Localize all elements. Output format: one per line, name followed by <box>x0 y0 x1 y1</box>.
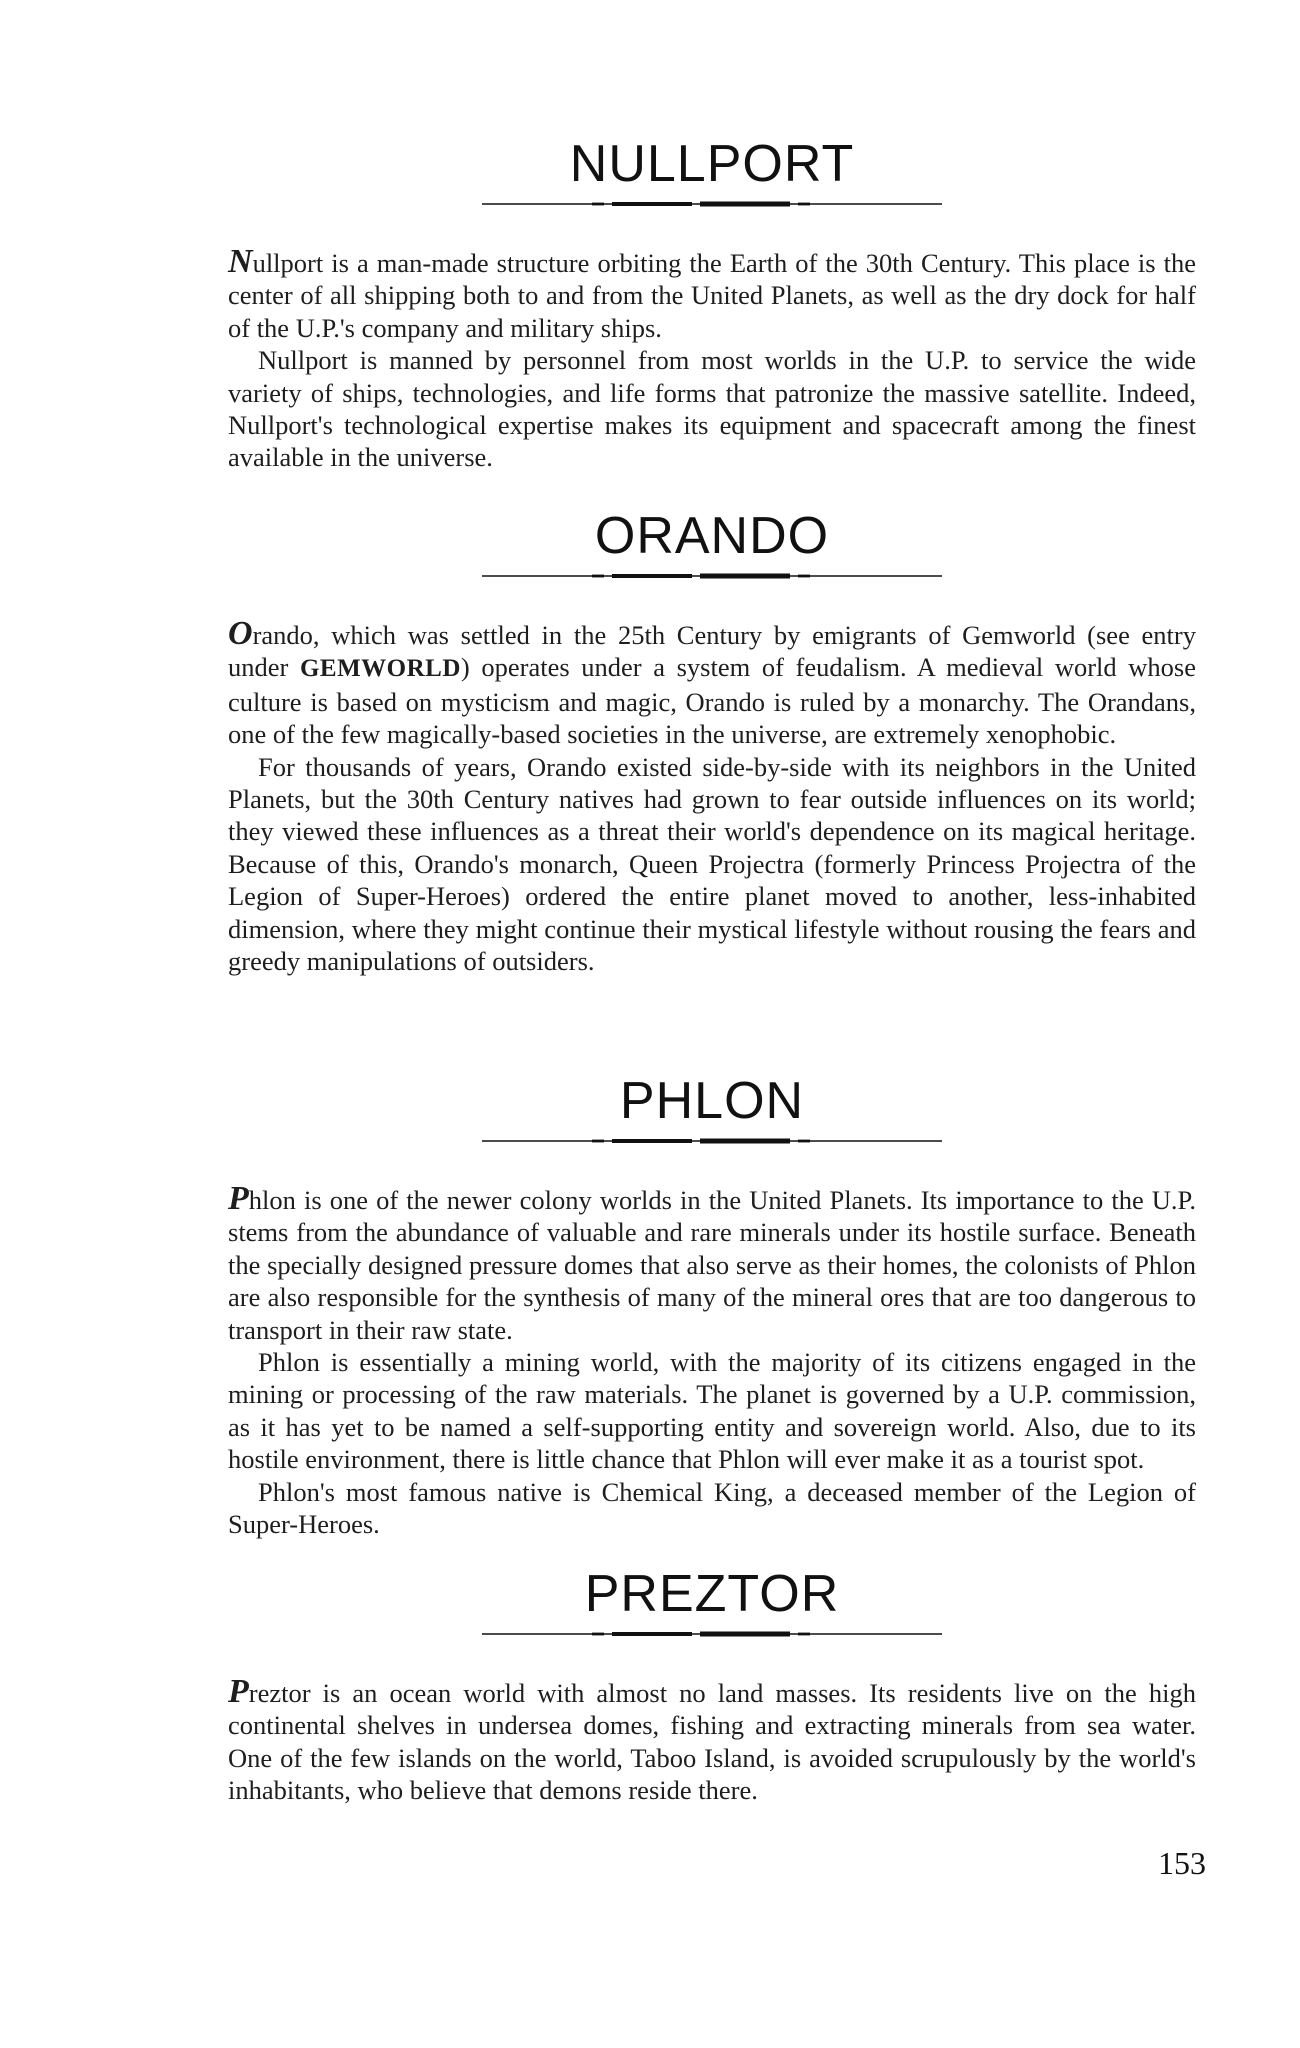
entry-heading: PREZTOR <box>584 1565 840 1623</box>
entry-body <box>228 1673 1196 1807</box>
page-number: 153 <box>1158 1845 1206 1881</box>
entry-nullport <box>228 135 1196 474</box>
paragraph <box>228 344 1196 474</box>
paragraph-text: Nullport is manned by personnel from most worlds in the U.P. to service the wide variety of ships, technologies, and life forms that patronize the massive satellite. Indeed, Nullport's technological expertise makes its equipment and spacecraft among the finest available in the universe. <box>228 345 1196 473</box>
entry-heading: NULLPORT <box>569 135 855 193</box>
paragraph <box>228 1180 1196 1346</box>
drop-cap: N <box>228 243 253 280</box>
paragraph <box>228 615 1196 751</box>
drop-cap: O <box>228 615 253 652</box>
paragraph-text: hlon is one of the newer colony worlds in the United Planets. Its importance to the U.P. stems from the abundance of valuable and rare minerals under its hostile surface. Beneath the specially designed pressure domes that also serve as their homes, the colonists of Phlon are also responsible for the synthesis of many of the mineral ores that are too dangerous to transport in their raw state. <box>228 1185 1196 1345</box>
paragraph-text: Phlon is essentially a mining world, with the majority of its citizens engaged in the mining or processing of the raw materials. The planet is governed by a U.P. commission, as it has yet to be named a self-supporting entity and sovereign world. Also, due to its hostile environment, there is little chance that Phlon will ever make it as a tourist spot. <box>228 1347 1196 1475</box>
drop-cap: P <box>228 1673 249 1710</box>
paragraph <box>228 1673 1196 1807</box>
cross-reference: GEMWORLD <box>299 655 461 683</box>
paragraph-text: Phlon's most famous native is Chemical King, a deceased member of the Legion of Super-Heroes. <box>228 1476 1196 1540</box>
paragraph-text: ) operates under a system of feudalism. A medieval world whose culture is based on mysticism and magic, Orando is ruled by a monarchy. The Orandans, one of the few magically-based societies in the universe, are extremely xenophobic. <box>228 652 1196 750</box>
entry-preztor <box>228 1565 1196 1807</box>
entry-heading: ORANDO <box>594 507 830 565</box>
paragraph-text: For thousands of years, Orando existed side-by-side with its neighbors in the United Planets, but the 30th Century natives had grown to fear outside influences on its world; they viewed these influences as a threat their world's dependence on its magical heritage. Because of this, Orando's monarch, Queen Projectra (formerly Princess Projectra of the Legion of Super-Heroes) ordered the entire planet moved to another, less-inhabited dimension, where they might continue their mystical lifestyle without rousing the fears and greedy manipulations of outsiders. <box>228 751 1196 977</box>
paragraph <box>228 243 1196 344</box>
paragraph-text: rando, which was settled in the 25th Century by emigrants of Gemworld (see entry under <box>228 620 1196 683</box>
paragraph <box>228 1346 1196 1476</box>
entry-body <box>228 1180 1196 1540</box>
entry-body <box>228 615 1196 977</box>
drop-cap: P <box>228 1180 249 1217</box>
paragraph <box>228 1476 1196 1541</box>
entry-orando <box>228 507 1196 977</box>
paragraph-text: reztor is an ocean world with almost no land masses. Its residents live on the high continental shelves in undersea domes, fishing and extracting minerals from sea water. One of the few islands on the world, Taboo Island, is avoided scrupulously by the world's inhabitants, who believe that demons reside there. <box>228 1678 1196 1806</box>
paragraph-text: ullport is a man-made structure orbiting the Earth of the 30th Century. This place is the center of all shipping both to and from the United Planets, as well as the dry dock for half of the U.P.'s company and military ships. <box>228 248 1196 343</box>
entry-phlon <box>228 1072 1196 1540</box>
heading-rule <box>482 572 942 580</box>
heading-rule <box>482 1137 942 1145</box>
heading-rule <box>482 200 942 208</box>
entry-heading: PHLON <box>619 1072 805 1130</box>
entry-body <box>228 243 1196 474</box>
paragraph <box>228 751 1196 978</box>
heading-rule <box>482 1630 942 1638</box>
